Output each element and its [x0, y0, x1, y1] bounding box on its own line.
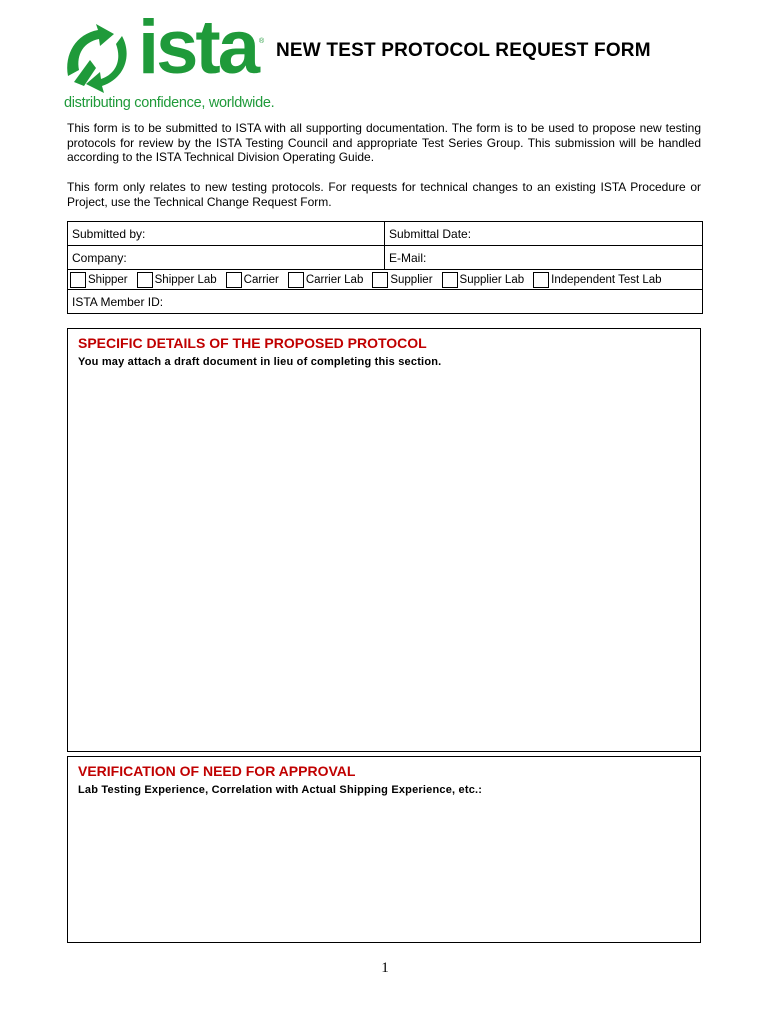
logo-tagline: distributing confidence, worldwide. [64, 95, 275, 111]
checkbox-label: Shipper Lab [154, 273, 217, 286]
checkbox-box[interactable] [288, 272, 304, 288]
verification-title: VERIFICATION OF NEED FOR APPROVAL [78, 763, 356, 779]
protocol-details-section[interactable] [67, 328, 701, 752]
submittal-date-label: Submittal Date: [389, 226, 472, 241]
checkbox-label: Supplier [390, 273, 433, 286]
protocol-details-subtitle: You may attach a draft document in lieu of completing this section. [78, 356, 442, 368]
submitted-by-label: Submitted by: [72, 226, 146, 241]
checkbox-box[interactable] [137, 272, 153, 288]
checkbox-supplier[interactable] [372, 272, 432, 288]
logo-wordmark: ista [138, 5, 257, 90]
checkbox-carrier[interactable] [226, 272, 279, 288]
checkbox-box[interactable] [226, 272, 242, 288]
checkbox-box[interactable] [442, 272, 458, 288]
checkbox-box[interactable] [372, 272, 388, 288]
protocol-details-title: SPECIFIC DETAILS OF THE PROPOSED PROTOCOL [78, 335, 427, 351]
email-field[interactable] [385, 246, 703, 270]
ista-logo [62, 5, 275, 116]
page-number: 1 [381, 960, 389, 976]
recycle-arrows-icon [62, 24, 136, 94]
member-type-row [68, 270, 703, 290]
member-id-field[interactable] [68, 290, 703, 314]
checkbox-shipper-lab[interactable] [137, 272, 217, 288]
checkbox-supplier-lab[interactable] [442, 272, 525, 288]
checkbox-independent-test-lab[interactable] [533, 272, 661, 288]
checkbox-label: Independent Test Lab [551, 273, 662, 286]
submitted-by-field[interactable] [68, 222, 385, 246]
member-id-label: ISTA Member ID: [72, 294, 164, 309]
verification-section[interactable] [67, 756, 701, 943]
form-title: NEW TEST PROTOCOL REQUEST FORM [276, 40, 651, 61]
checkbox-carrier-lab[interactable] [288, 272, 364, 288]
registered-mark: ® [259, 38, 265, 45]
intro-paragraph-2: This form only relates to new testing protocols. For requests for technical changes to an existing ISTA Procedure or Project, use the Technical Change Request Form. [67, 180, 701, 209]
checkbox-box[interactable] [533, 272, 549, 288]
checkbox-label: Carrier [243, 273, 279, 286]
checkbox-label: Shipper [88, 273, 128, 286]
verification-subtitle: Lab Testing Experience, Correlation with Actual Shipping Experience, etc.: [78, 784, 483, 796]
submittal-date-field[interactable] [385, 222, 703, 246]
member-type-checkboxes [70, 272, 700, 288]
checkbox-label: Supplier Lab [459, 273, 525, 286]
checkbox-box[interactable] [70, 272, 86, 288]
intro-paragraph-1: This form is to be submitted to ISTA with all supporting documentation. The form is to be used to propose new testing protocols for review by the ISTA Testing Council and appropriate Test Series Group. This submission will be handled according to the ISTA Technical Division Operating Guide. [67, 121, 701, 165]
company-field[interactable] [68, 246, 385, 270]
email-label: E-Mail: [389, 250, 427, 265]
company-label: Company: [72, 250, 127, 265]
checkbox-shipper[interactable] [70, 272, 128, 288]
checkbox-label: Carrier Lab [305, 273, 364, 286]
submitter-info-table [67, 221, 703, 314]
